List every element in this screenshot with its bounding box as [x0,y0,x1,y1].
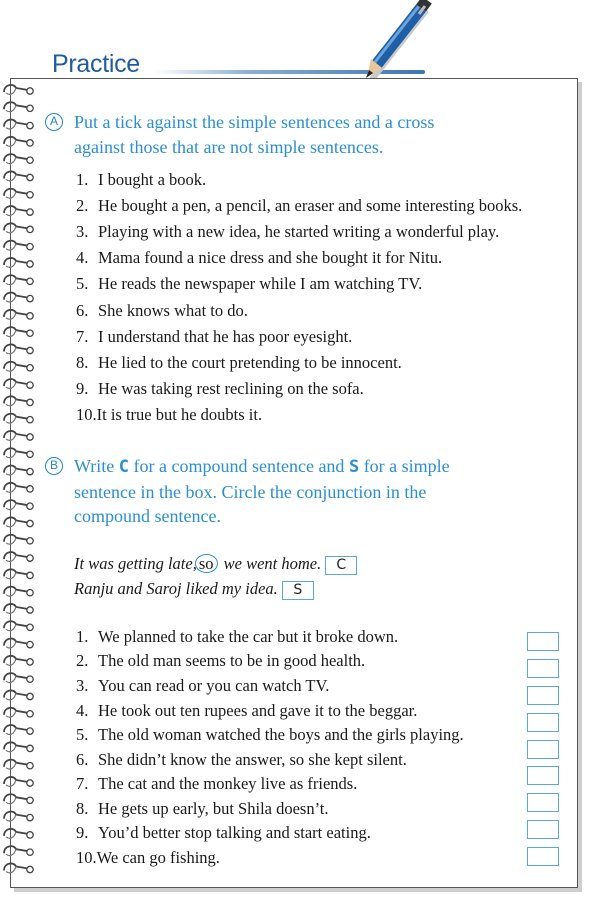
item-number: 5. [76,725,89,744]
instr-s-letter: S [348,457,360,477]
section-a-instruction-line1: Put a tick against the simple sentences and a cross [74,112,435,132]
item-text: You’d better stop talking and start eating. [98,823,371,842]
section-a-instruction-line2: against those that are not simple sentences. [74,136,384,157]
page-title: Practice [52,50,140,78]
item-text: She didn’t know the answer, so she kept silent. [98,750,407,769]
item-text: The old man seems to be in good health. [98,651,366,670]
item-number: 3. [76,222,89,241]
item-number: 3. [76,676,89,695]
list-item [76,379,364,399]
item-number: 2. [76,651,89,670]
list-item [76,222,499,242]
list-item [76,196,522,216]
example-sentence [74,554,357,575]
item-number: 5. [76,274,89,293]
item-number: 7. [76,774,89,793]
item-number: 2. [76,196,89,215]
answer-box[interactable]: S [282,581,314,600]
section-a-marker: A [45,113,63,131]
section-b-instruction-line1 [74,454,574,480]
example-text: we went home. [219,554,322,573]
section-b-instruction-line2: sentence in the box. Circle the conjunction in the [74,481,427,502]
list-item [76,405,262,425]
section-b-instruction [74,454,574,529]
answer-box[interactable] [527,713,559,732]
item-number: 10. [76,848,97,867]
answer-box[interactable] [527,686,559,705]
item-text: He gets up early, but Shila doesn’t. [98,799,329,818]
answer-box[interactable] [527,820,559,839]
item-number: 8. [76,353,89,372]
spiral-binding-icon [0,80,40,888]
list-item [76,274,422,294]
item-text: You can read or you can watch TV. [98,676,330,695]
item-text: It is true but he doubts it. [96,405,263,424]
instr-text: for a compound sentence and [129,456,349,476]
item-text: I bought a book. [98,170,207,189]
item-text: Mama found a nice dress and she bought it for Nitu. [98,248,443,267]
list-item [76,848,220,868]
item-text: The cat and the monkey live as friends. [98,774,358,793]
answer-box[interactable] [527,659,559,678]
answer-box[interactable] [527,847,559,866]
item-number: 7. [76,327,89,346]
circled-conjunction: so [195,554,218,573]
list-item [76,301,248,321]
item-text: He lied to the court pretending to be innocent. [98,353,402,372]
item-number: 4. [76,248,89,267]
item-number: 1. [76,170,89,189]
list-item [76,170,206,190]
list-item [76,248,442,268]
item-number: 10. [76,405,97,424]
item-text: He reads the newspaper while I am watching TV. [98,274,423,293]
item-text: He took out ten rupees and gave it to the beggar. [98,701,418,720]
item-number: 1. [76,627,89,646]
answer-box[interactable] [527,740,559,759]
section-b-instruction-line3: compound sentence. [74,506,221,526]
answer-box[interactable] [527,632,559,651]
item-number: 6. [76,750,89,769]
item-text: Playing with a new idea, he started writing a wonderful play. [98,222,500,241]
list-item [76,651,365,671]
item-number: 9. [76,823,89,842]
list-item [76,799,329,819]
item-text: I understand that he has poor eyesight. [98,327,353,346]
example-text: Ranju and Saroj liked my idea. [74,579,278,598]
list-item [76,676,329,696]
list-item [76,725,464,745]
answer-box[interactable]: C [325,556,357,575]
example-text: It was getting late, [74,554,197,573]
example-sentence [74,579,314,600]
item-text: He bought a pen, a pencil, an eraser and some interesting books. [98,196,523,215]
item-text: We planned to take the car but it broke down. [98,627,399,646]
section-b-marker: B [45,457,63,475]
list-item [76,750,407,770]
instr-text: Write [74,456,119,476]
list-item [76,327,352,347]
item-text: The old woman watched the boys and the girls playing. [98,725,464,744]
list-item [76,774,357,794]
item-text: He was taking rest reclining on the sofa. [98,379,364,398]
section-a-instruction [74,110,574,159]
list-item [76,353,402,373]
item-number: 9. [76,379,89,398]
item-text: We can go fishing. [96,848,220,867]
item-number: 4. [76,701,89,720]
instr-text: for a simple [359,456,450,476]
item-text: She knows what to do. [98,301,248,320]
list-item [76,627,398,647]
answer-box[interactable] [527,793,559,812]
answer-box[interactable] [527,766,559,785]
instr-c-letter: C [118,457,130,477]
item-number: 8. [76,799,89,818]
item-number: 6. [76,301,89,320]
list-item [76,701,417,721]
list-item [76,823,371,843]
pencil-icon [355,0,435,82]
